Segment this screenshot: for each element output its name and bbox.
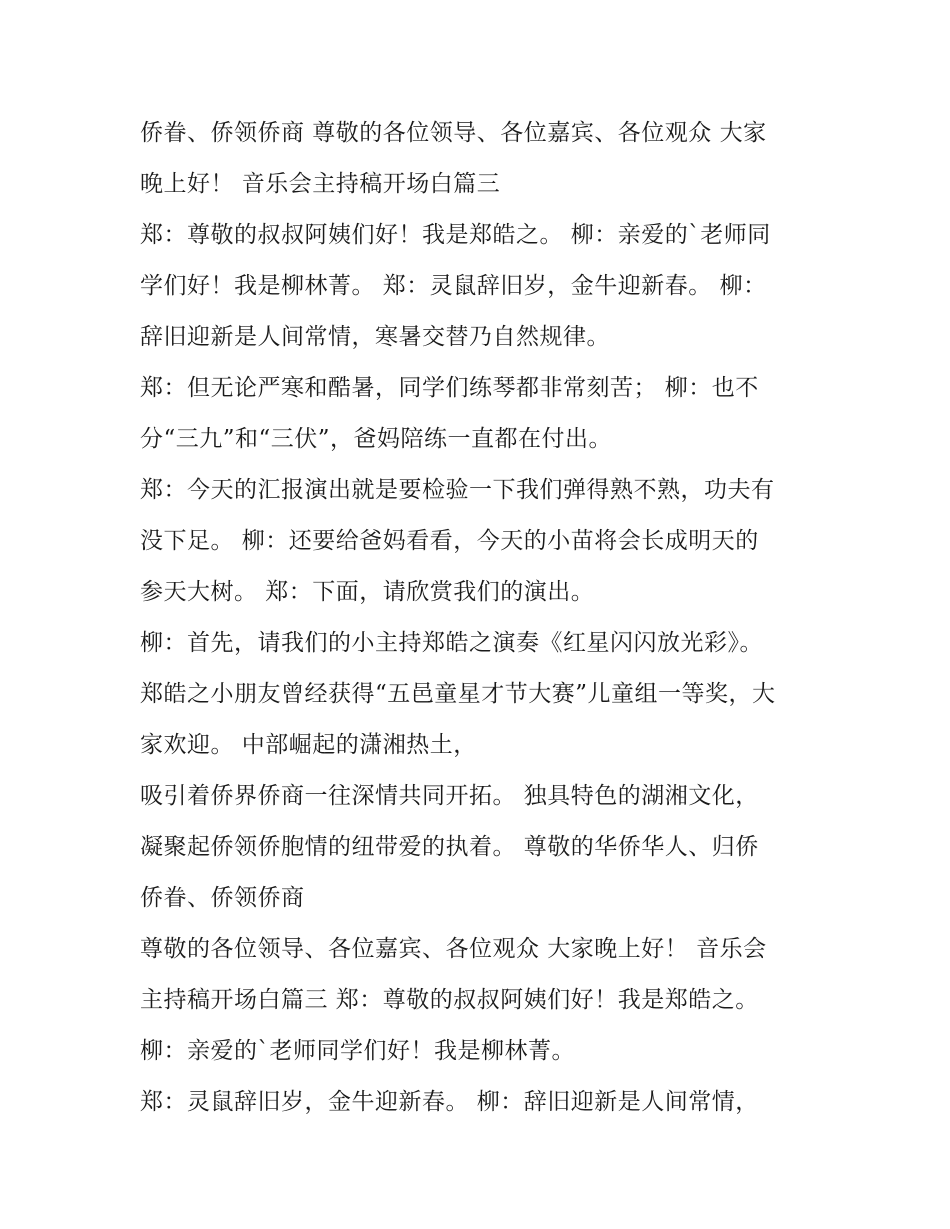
text-line: 郑：灵鼠辞旧岁，金牛迎新春。 柳：辞旧迎新是人间常情， [140,1089,759,1115]
text-line: 没下足。 柳：还要给爸妈看看，今天的小苗将会长成明天的 [140,528,759,554]
text-line: 尊敬的各位领导、各位嘉宾、各位观众 大家晚上好！ 音乐会 [140,936,767,962]
text-line: 辞旧迎新是人间常情，寒暑交替乃自然规律。 [140,324,610,350]
text-line: 晚上好！ 音乐会主持稿开场白篇三 [140,171,501,197]
text-line: 参天大树。 郑：下面，请欣赏我们的演出。 [140,579,595,605]
text-line: 主持稿开场白篇三 郑：尊敬的叔叔阿姨们好！我是郑皓之。 [140,987,759,1013]
text-line: 分“三九”和“三伏”，爸妈陪练一直都在付出。 [140,426,613,452]
text-line: 郑皓之小朋友曾经获得“五邑童星才节大赛”儿童组一等奖，大 [140,681,776,707]
text-line: 郑：但无论严寒和酷暑，同学们练琴都非常刻苦； 柳：也不 [140,375,759,401]
document-body [140,108,830,1128]
text-line: 柳：首先，请我们的小主持郑皓之演奏《红星闪闪放光彩》。 [140,630,763,656]
text-line: 郑：尊敬的叔叔阿姨们好！我是郑皓之。 柳：亲爱的`老师同 [140,222,771,248]
text-line: 凝聚起侨领侨胞情的纽带爱的执着。 尊敬的华侨华人、归侨 [140,834,759,860]
text-line: 郑：今天的汇报演出就是要检验一下我们弹得熟不熟，功夫有 [140,477,775,503]
text-line: 柳：亲爱的`老师同学们好！我是柳林菁。 [140,1038,575,1064]
text-line: 侨眷、侨领侨商 尊敬的各位领导、各位嘉宾、各位观众 大家 [140,120,767,146]
text-line: 学们好！我是柳林菁。 郑：灵鼠辞旧岁，金牛迎新春。 柳： [140,273,767,299]
text-line: 侨眷、侨领侨商 [140,885,305,911]
text-line: 吸引着侨界侨商一往深情共同开拓。 独具特色的湖湘文化， [140,783,759,809]
text-line: 家欢迎。 中部崛起的潇湘热土， [140,732,477,758]
